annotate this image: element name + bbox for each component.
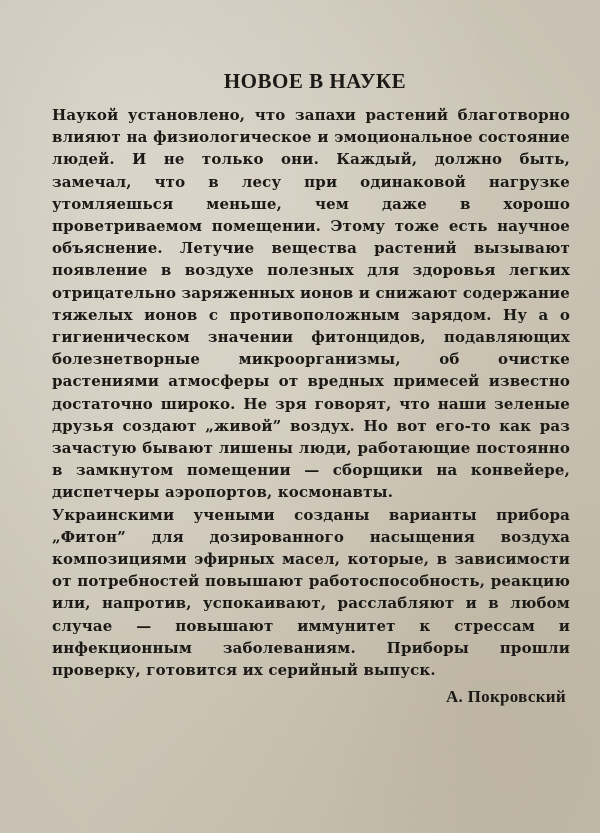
article-paragraph-1: Наукой установлено, что запахи растений благотворно влияют на физиологическое и эмоциональное состояние людей. И не только они. Каждый, должно быть, замечал, что в лесу при одинаковой нагрузке утомляешься меньше, чем даже в хорошо проветриваемом помещении. Этому тоже есть научное объяснение. Летучие вещества растений вызывают появление в воздухе полезных для здоровья легких отрицательно заряженных ионов и снижают содержание тяжелых ионов с противоположным зарядом. Ну а о гигиеническом значении фитонцидов, подавляющих болезнетворные микроорганизмы, об очистке растениями атмосферы от вредных примесей известно достаточно широко. Не зря говорят, что наши зеленые друзья создают „живой” воздух. Но вот его-то как раз зачастую бывают лишены люди, работающие постоянно в замкнутом помещении — сборщики на конвейере, диспетчеры аэропортов, космонавты. xyxy=(52,106,570,502)
article-author: А. Покровский xyxy=(445,687,566,707)
article-title: НОВОЕ В НАУКЕ xyxy=(223,69,407,93)
article-body xyxy=(52,104,570,681)
article-paragraph-2: Украинскими учеными созданы варианты прибора „Фитон” для дозированного насыщения воздуха композициями эфирных масел, которые, в зависимости от потребностей повышают работоспособность, реакцию или, напротив, успокаивают, расслабляют и в любом случае — повышают иммунитет к стрессам и инфекционным заболеваниям. Приборы прошли проверку, готовится их серийный выпуск. xyxy=(52,505,570,680)
